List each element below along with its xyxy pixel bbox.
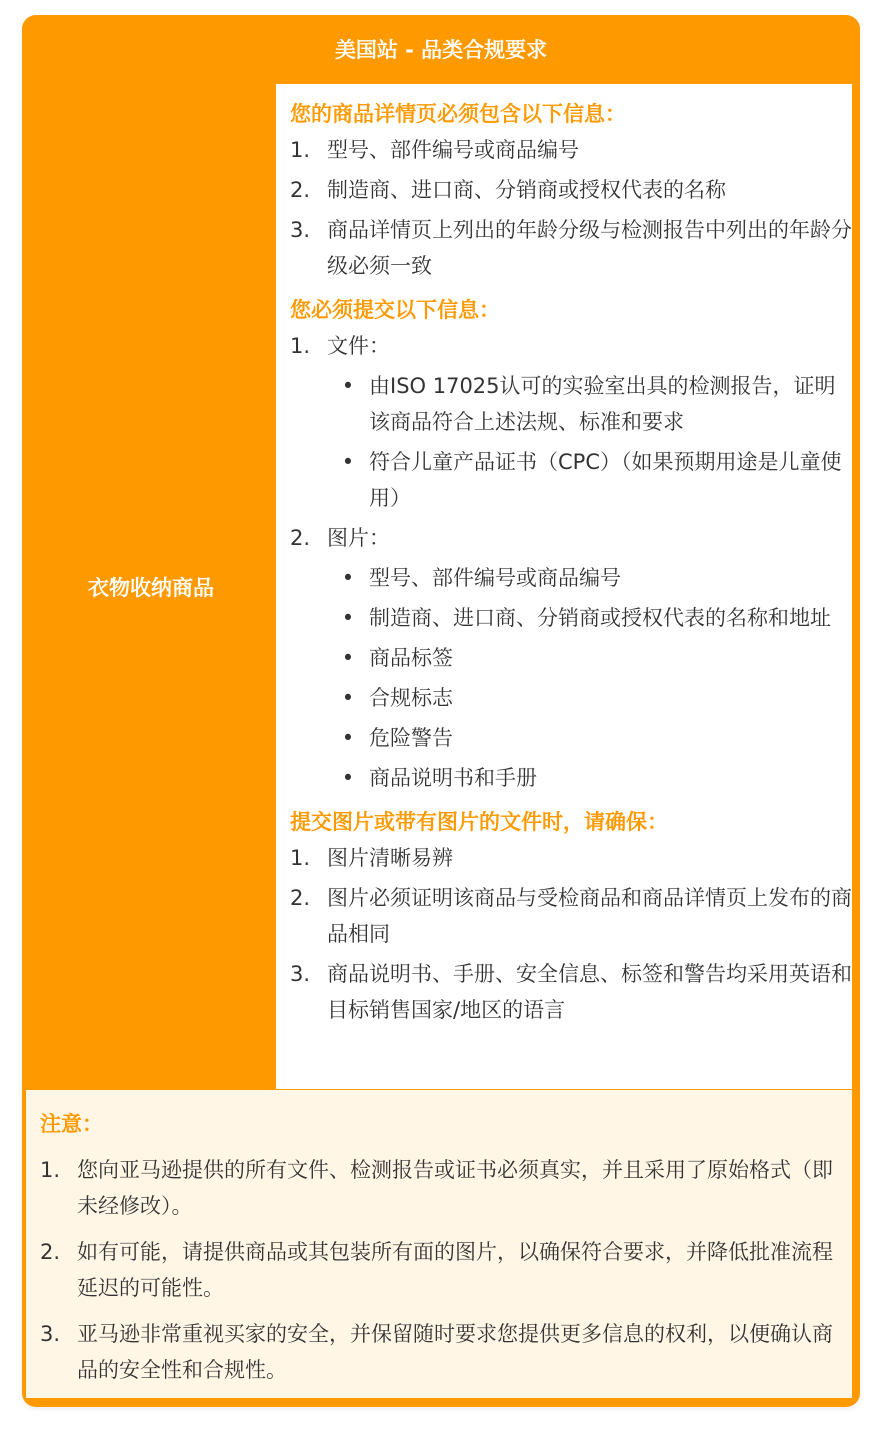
list-item: 2. 图片： xyxy=(290,526,390,550)
bullet-item: • 型号、部件编号或商品编号 xyxy=(327,560,852,596)
bullet-item: • 制造商、进口商、分销商或授权代表的名称和地址 xyxy=(327,600,852,636)
bullet-item: • 危险警告 xyxy=(327,720,852,756)
bullet-item: • 商品说明书和手册 xyxy=(327,760,852,796)
bullet-icon: • xyxy=(341,566,355,590)
bullet-icon: • xyxy=(341,766,355,790)
list-item: 1. 您向亚马逊提供的所有文件、检测报告或证书必须真实，并且采用了原始格式（即未经修改）。 xyxy=(40,1158,833,1218)
notes-title: 注意： xyxy=(40,1112,103,1136)
list-item: 1. 型号、部件编号或商品编号 xyxy=(290,138,579,162)
bullet-item: • 商品标签 xyxy=(327,640,852,676)
section-title-images: 提交图片或带有图片的文件时，请确保： xyxy=(290,810,668,834)
compliance-card xyxy=(22,15,860,1407)
bullet-item: • 由ISO 17025认可的实验室出具的检测报告，证明该商品符合上述法规、标准和要求 xyxy=(327,368,852,440)
bullet-icon: • xyxy=(341,686,355,710)
section-title-listing: 您的商品详情页必须包含以下信息： xyxy=(290,102,626,126)
bullet-icon: • xyxy=(341,606,355,630)
bullet-icon: • xyxy=(341,450,355,474)
list-item: 1. 图片清晰易辨 xyxy=(290,846,453,870)
bullet-icon: • xyxy=(341,646,355,670)
list-item: 3. 商品说明书、手册、安全信息、标签和警告均采用英语和目标销售国家/地区的语言 xyxy=(290,962,852,1022)
list-item: 2. 制造商、进口商、分销商或授权代表的名称 xyxy=(290,178,726,202)
list-item: 3. 亚马逊非常重视买家的安全，并保留随时要求您提供更多信息的权利，以便确认商品的安全性和合规性。 xyxy=(40,1322,833,1382)
category-label: 衣物收纳商品 xyxy=(88,575,214,600)
bullet-icon: • xyxy=(341,726,355,750)
list-item: 2. 如有可能，请提供商品或其包装所有面的图片，以确保符合要求，并降低批准流程延迟的可能性。 xyxy=(40,1240,833,1300)
list-item: 1. 文件： xyxy=(290,334,390,358)
bullet-icon: • xyxy=(341,374,355,398)
bullet-item: • 符合儿童产品证书（CPC）（如果预期用途是儿童使用） xyxy=(327,444,852,516)
bullet-item: • 合规标志 xyxy=(327,680,852,716)
list-item: 2. 图片必须证明该商品与受检商品和商品详情页上发布的商品相同 xyxy=(290,886,852,946)
card-title: 美国站 - 品类合规要求 xyxy=(334,37,548,62)
requirements-cell xyxy=(276,84,852,1089)
list-item: 3. 商品详情页上列出的年龄分级与检测报告中列出的年龄分级必须一致 xyxy=(290,218,852,278)
notes-cell xyxy=(26,1090,852,1398)
section-title-submit: 您必须提交以下信息： xyxy=(290,298,500,322)
category-cell xyxy=(26,84,276,1089)
